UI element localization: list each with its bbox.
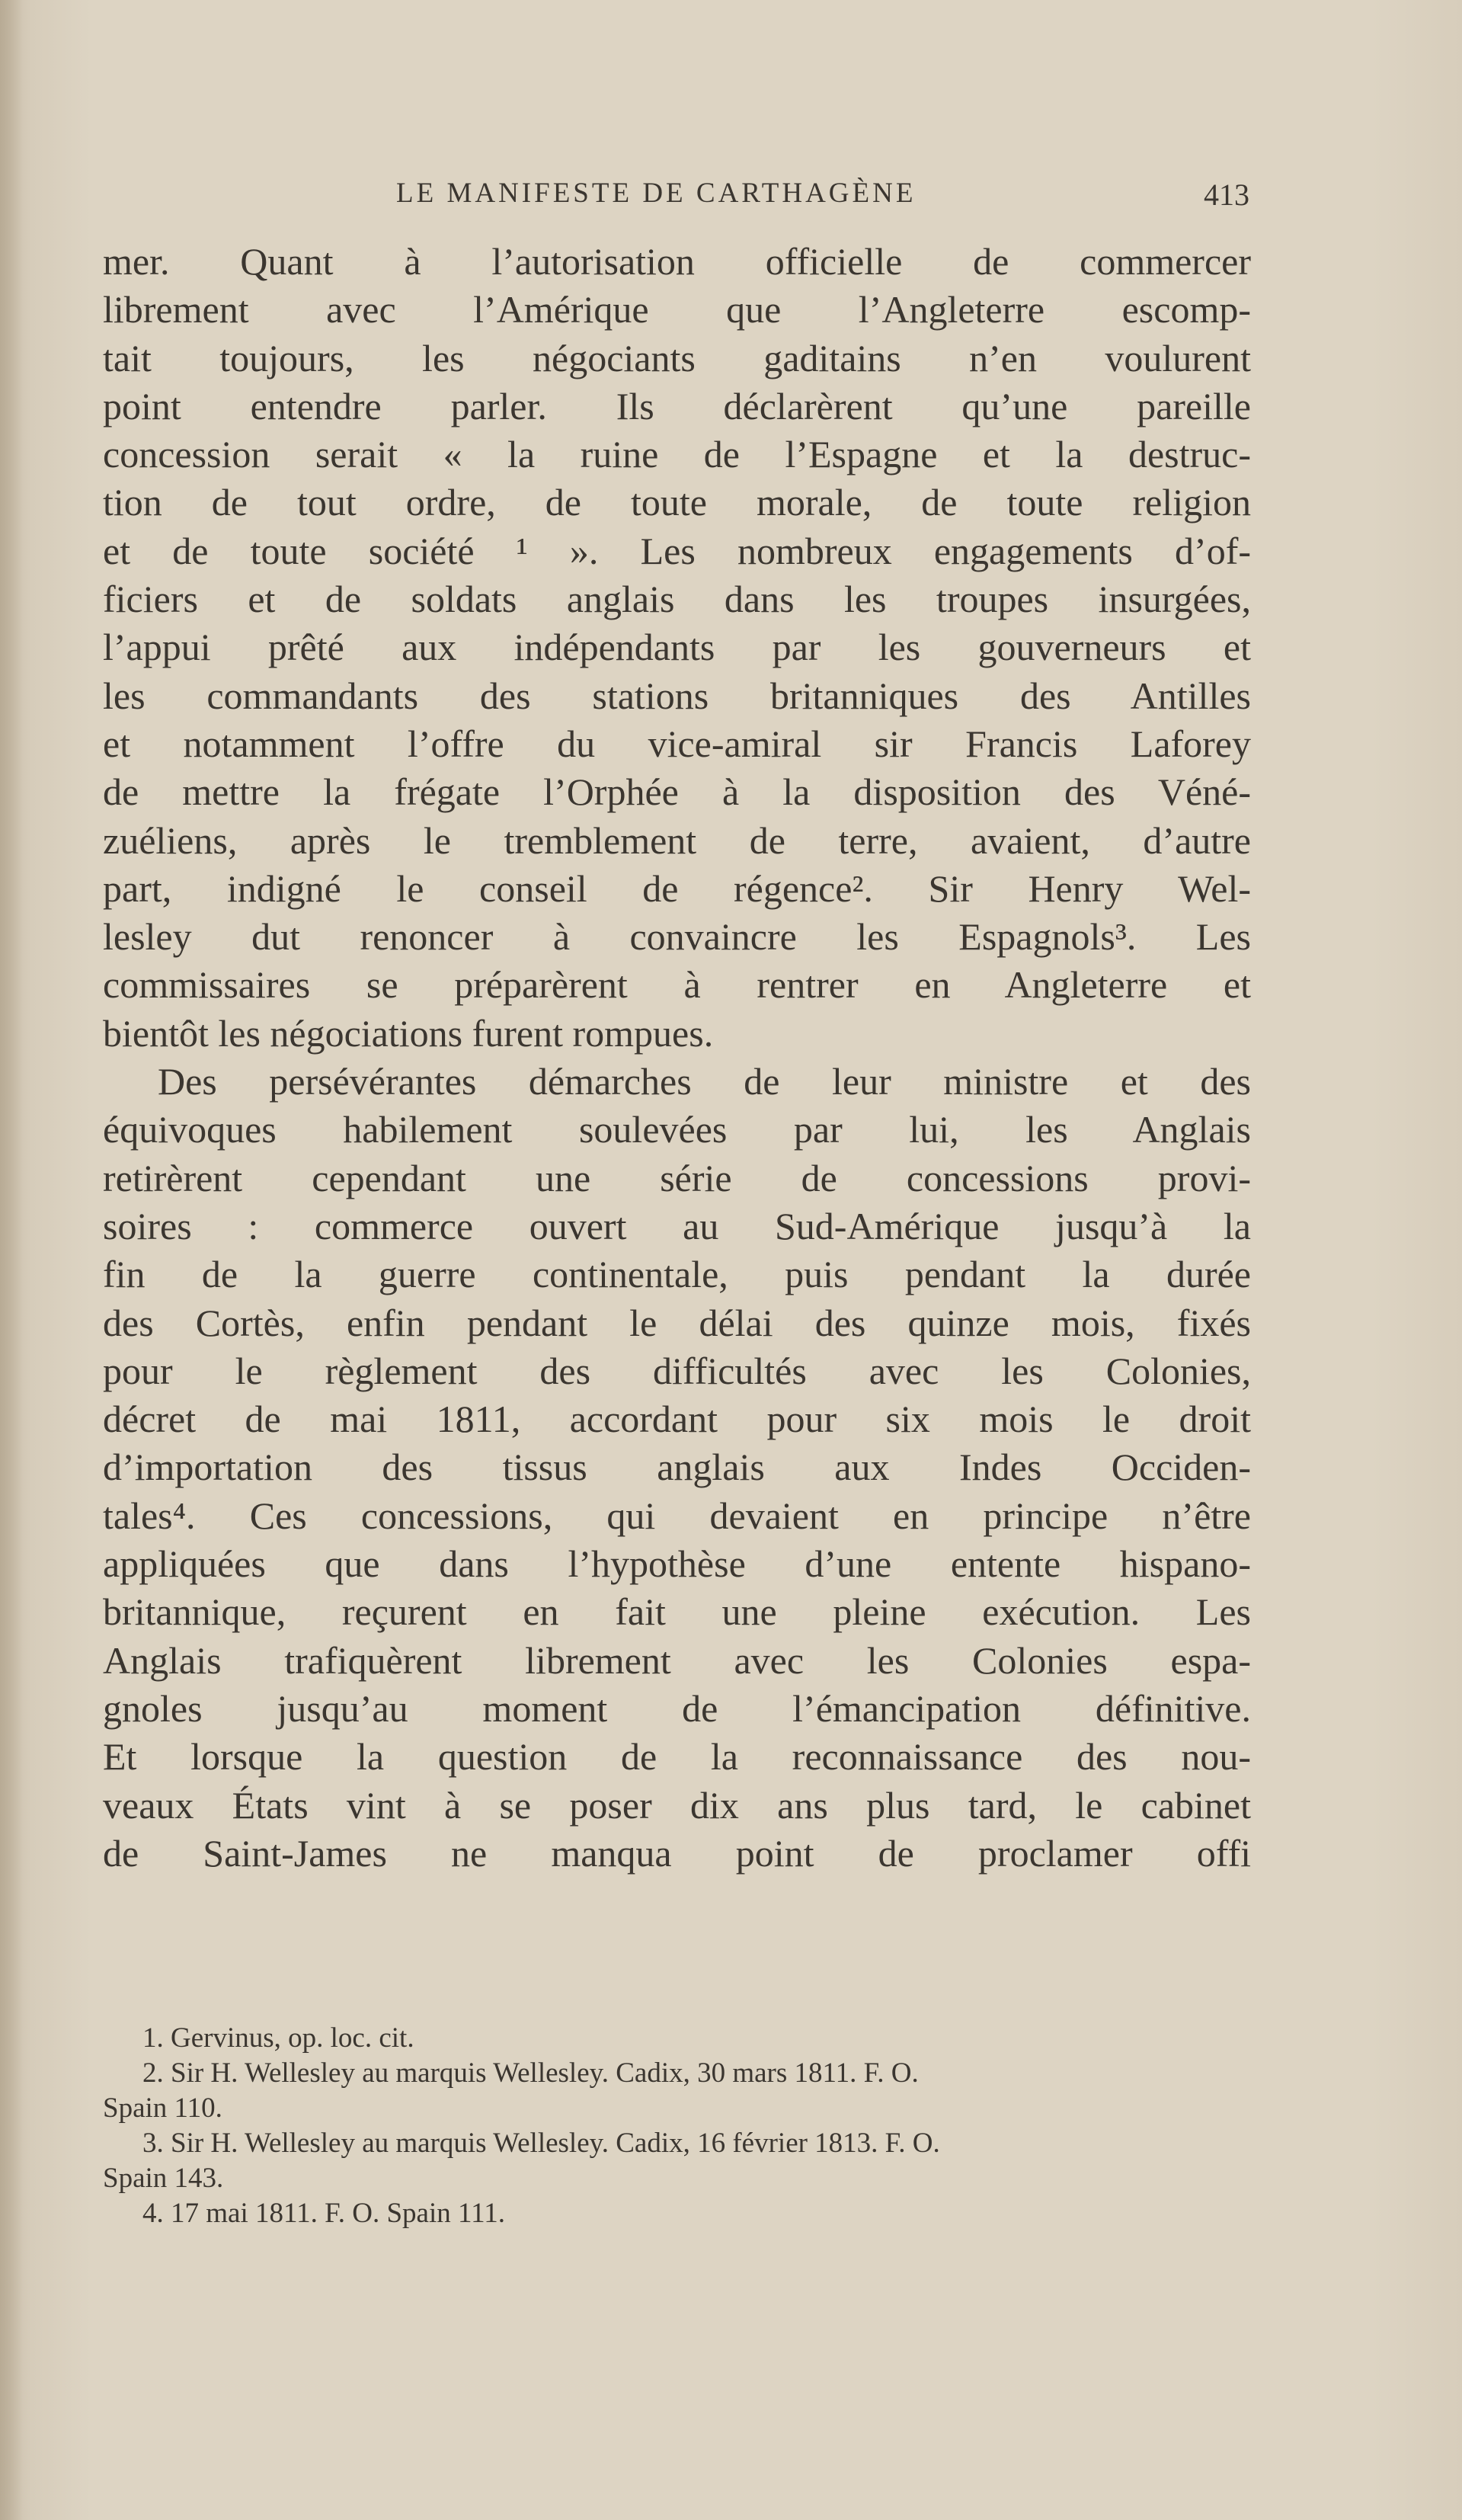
footnote-1: 1. Gervinus, op. loc. cit. (142, 2022, 414, 2054)
footnote-2-continuation: Spain 110. (103, 2093, 222, 2124)
page-number: 413 (1204, 178, 1249, 212)
text-line: gnoles jusqu’au moment de l’émancipation définitive. (103, 1686, 1251, 1730)
text-line: Anglais trafiquèrent librement avec les Colonies espa- (103, 1638, 1251, 1682)
text-line: bientôt les négociations furent rompues. (103, 1011, 714, 1055)
text-line: tion de tout ordre, de toute morale, de toute religion (103, 481, 1251, 524)
text-line: tales⁴. Ces concessions, qui devaient en principe n’être (103, 1494, 1251, 1537)
text-line: Et lorsque la question de la reconnaissance des nou- (103, 1735, 1251, 1779)
text-line: et notamment l’offre du vice-amiral sir Francis Laforey (103, 722, 1251, 765)
text-line: lesley dut renoncer à convaincre les Espagnols³. Les (103, 915, 1251, 959)
text-line: concession serait « la ruine de l’Espagne et la destruc- (103, 433, 1251, 476)
text-line: décret de mai 1811, accordant pour six mois le droit (103, 1398, 1251, 1441)
text-line: des Cortès, enfin pendant le délai des quinze mois, fixés (103, 1301, 1251, 1344)
running-title: LE MANIFESTE DE CARTHAGÈNE (396, 178, 917, 209)
footnotes (103, 2021, 1251, 2231)
text-line: pour le règlement des difficultés avec les Colonies, (103, 1349, 1251, 1392)
footnote-4: 4. 17 mai 1811. F. O. Spain 111. (142, 2198, 505, 2229)
text-line: zuéliens, après le tremblement de terre, avaient, d’autre (103, 818, 1251, 862)
text-line: retirèrent cependant une série de concessions provi- (103, 1156, 1251, 1199)
text-line: commissaires se préparèrent à rentrer en Angleterre et (103, 963, 1251, 1007)
text-line: veaux États vint à se poser dix ans plus tard, le cabinet (103, 1783, 1251, 1827)
text-line: de mettre la frégate l’Orphée à la disposition des Véné- (103, 770, 1251, 814)
main-text (103, 238, 1251, 1878)
text-line: et de toute société ¹ ». Les nombreux engagements d’of- (103, 529, 1251, 572)
text-line: équivoques habilement soulevées par lui, les Anglais (103, 1108, 1251, 1151)
footnote-3-continuation: Spain 143. (103, 2163, 224, 2194)
text-line-paragraph-start: Des persévérantes démarches de leur ministre et des (158, 1060, 1251, 1103)
footnote-3: 3. Sir H. Wellesley au marquis Wellesley. Cadix, 16 février 1813. F. O. (142, 2128, 940, 2159)
text-line: britannique, reçurent en fait une pleine exécution. Les (103, 1590, 1251, 1634)
text-line: appliquées que dans l’hypothèse d’une entente hispano- (103, 1542, 1251, 1586)
footnote-2: 2. Sir H. Wellesley au marquis Wellesley. Cadix, 30 mars 1811. F. O. (142, 2057, 919, 2089)
text-line: point entendre parler. Ils déclarèrent qu’une pareille (103, 384, 1251, 427)
text-line: ficiers et de soldats anglais dans les troupes insurgées, (103, 578, 1251, 621)
text-line: l’appui prêté aux indépendants par les gouverneurs et (103, 626, 1251, 669)
text-line: part, indigné le conseil de régence². Sir Henry Wel- (103, 866, 1251, 910)
text-line: soires : commerce ouvert au Sud-Amérique jusqu’à la (103, 1204, 1251, 1247)
running-header (396, 177, 1249, 215)
text-line: tait toujours, les négociants gaditains n’en voulurent (103, 336, 1251, 379)
text-line: de Saint-James ne manqua point de proclamer offi (103, 1831, 1251, 1875)
text-line: librement avec l’Amérique que l’Angleterre escomp- (103, 288, 1251, 331)
text-line: mer. Quant à l’autorisation officielle de commercer (103, 240, 1251, 283)
text-line: les commandants des stations britanniques des Antilles (103, 674, 1251, 717)
page-gutter-shadow (0, 0, 23, 2520)
text-line: d’importation des tissus anglais aux Indes Occiden- (103, 1446, 1251, 1489)
text-line: fin de la guerre continentale, puis pendant la durée (103, 1253, 1251, 1296)
